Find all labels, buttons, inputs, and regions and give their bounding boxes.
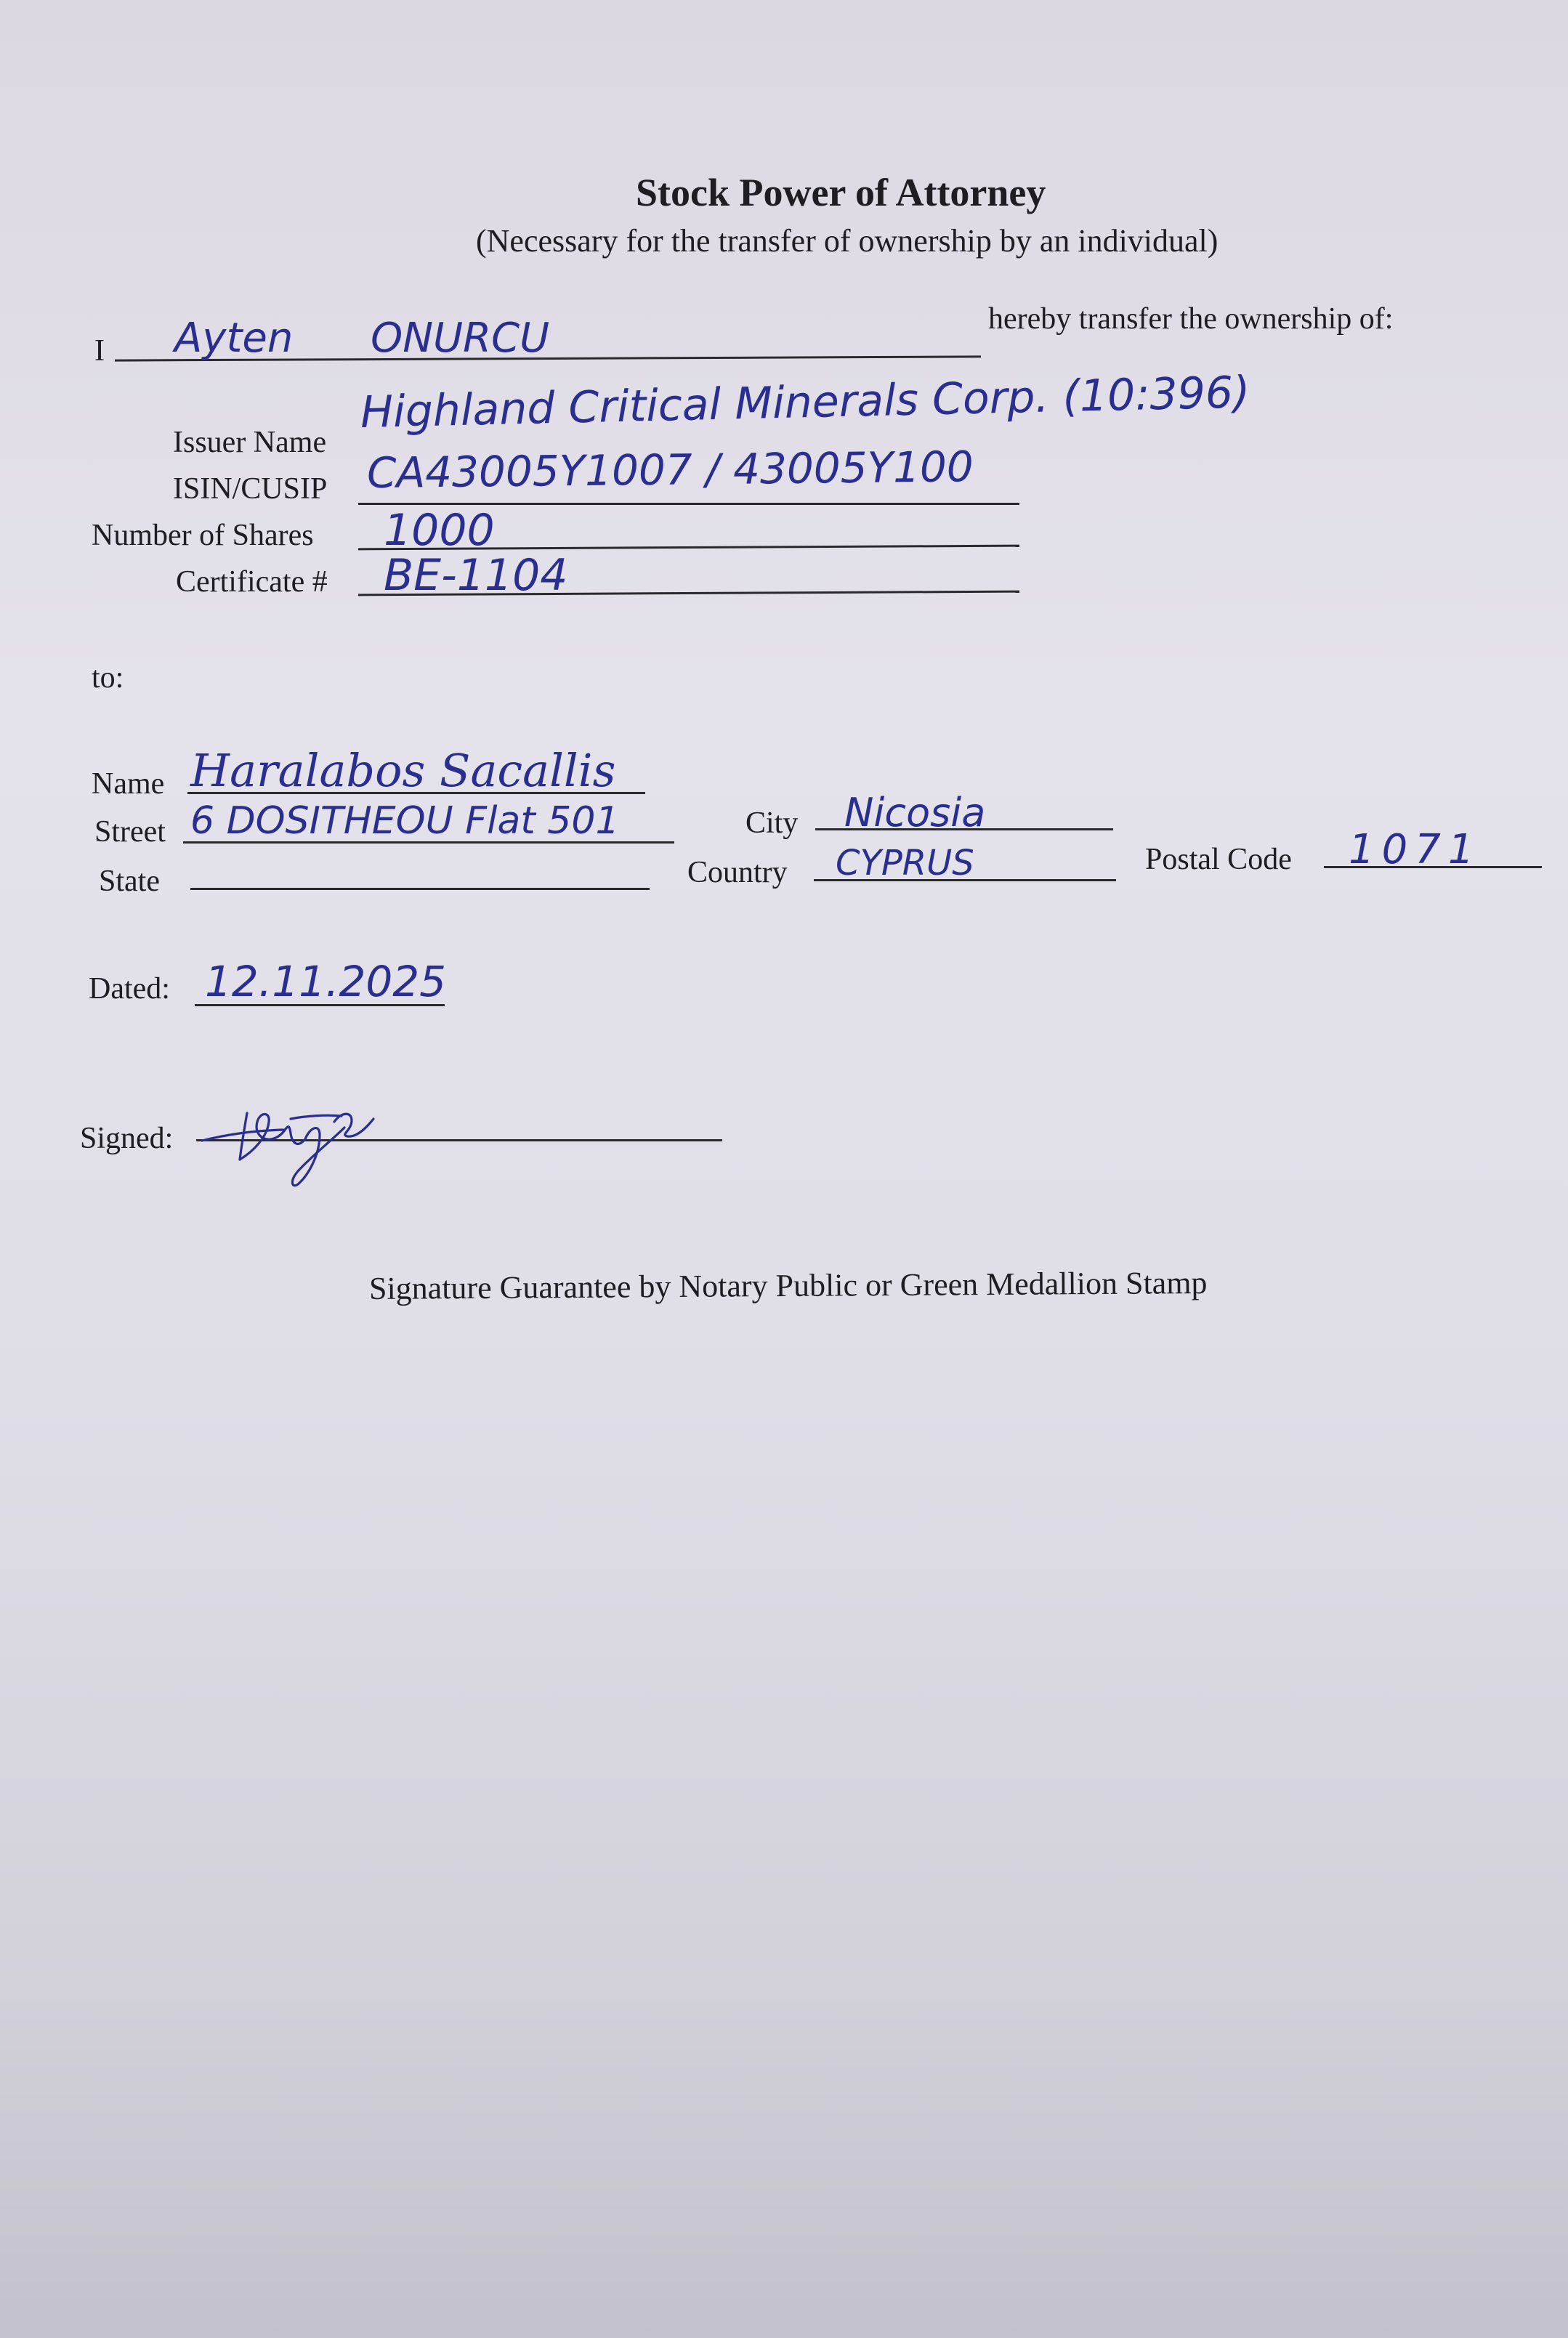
postal-code-field: 1071 (1349, 826, 1482, 873)
transferor-suffix-label: hereby transfer the ownership of: (988, 302, 1394, 336)
issuer-name-label: Issuer Name (173, 426, 327, 459)
postal-code-label: Postal Code (1145, 843, 1292, 876)
signed-label: Signed: (80, 1122, 174, 1155)
street-field: 6 DOSITHEOU Flat 501 (190, 799, 620, 843)
isin-cusip-label: ISIN/CUSIP (173, 472, 328, 506)
document-title: Stock Power of Attorney (636, 171, 1046, 214)
isin-cusip-field: CA43005Y1007 / 43005Y100 (366, 442, 974, 498)
country-field: CYPRUS (836, 843, 974, 883)
issuer-name-field: Highland Critical Minerals Corp. (10:396) (360, 367, 1251, 438)
handwritten-signature (196, 1090, 414, 1192)
number-of-shares-label: Number of Shares (92, 519, 314, 552)
state-line (190, 888, 650, 890)
dated-label: Dated: (89, 972, 170, 1006)
street-label: Street (94, 815, 166, 849)
transferor-prefix-label: I (94, 334, 105, 368)
country-label: Country (687, 856, 788, 889)
city-label: City (745, 806, 799, 840)
certificate-number-label: Certificate # (176, 565, 328, 599)
to-label: to: (92, 661, 124, 695)
signature-guarantee-text: Signature Guarantee by Notary Public or Green Medallion Stamp (368, 1264, 1208, 1306)
number-of-shares-field: 1000 (384, 505, 495, 556)
state-label: State (99, 865, 160, 898)
document-subtitle: (Necessary for the transfer of ownership by an individual) (476, 223, 1219, 259)
recipient-name-label: Name (92, 767, 165, 801)
recipient-name-field: Haralabos Sacallis (190, 744, 616, 797)
city-field: Nicosia (844, 790, 986, 836)
dated-field: 12.11.2025 (205, 957, 447, 1006)
certificate-number-field: BE-1104 (384, 550, 568, 601)
transferor-name-field: Ayten ONURCU (174, 315, 550, 362)
